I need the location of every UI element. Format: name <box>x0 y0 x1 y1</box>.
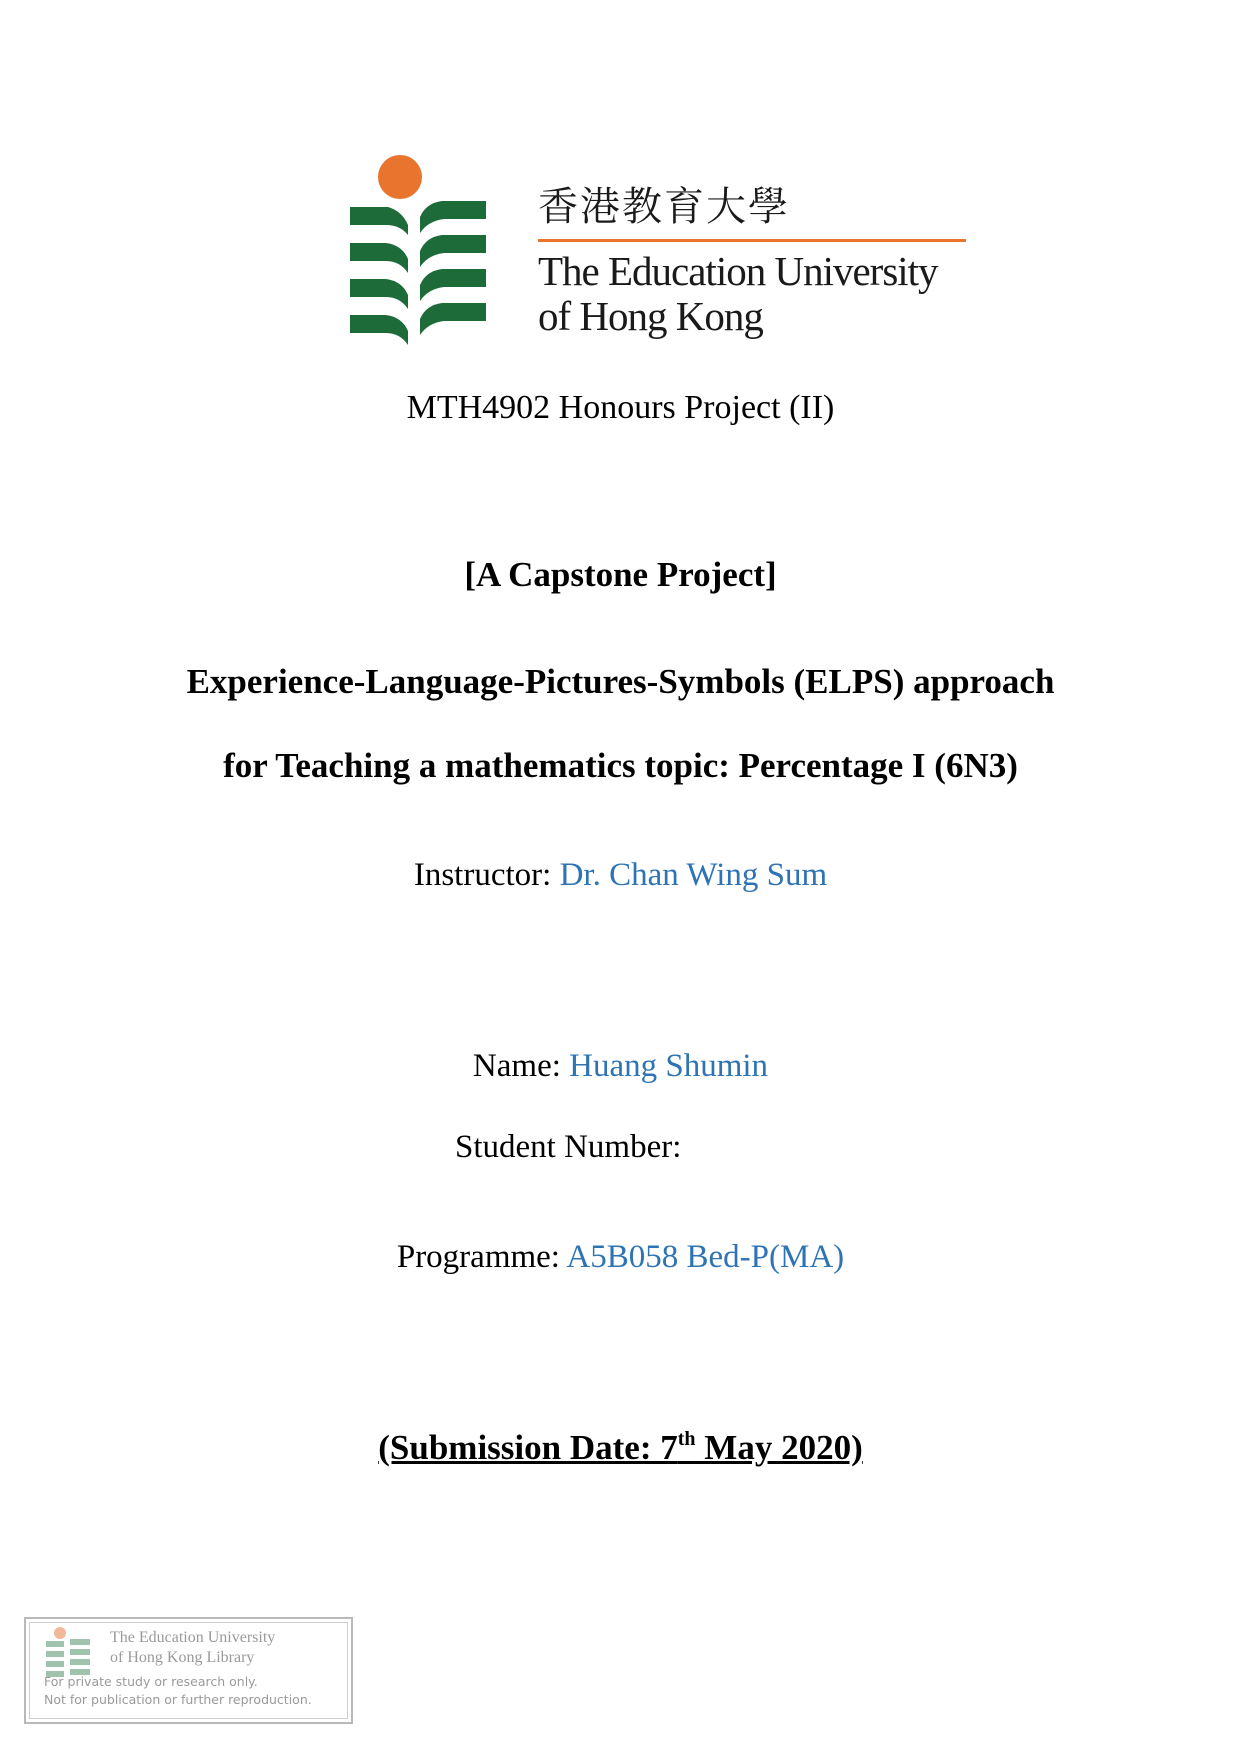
course-title: MTH4902 Honours Project (II) <box>406 389 835 426</box>
submission-date-prefix: (Submission Date: 7 <box>378 1428 678 1467</box>
project-title-line2: for Teaching a mathematics topic: Percentage I (6N3) <box>223 746 1018 785</box>
student-name-value: Huang Shumin <box>569 1048 769 1084</box>
instructor-field <box>0 857 1241 894</box>
student-name-label: Name: <box>472 1048 570 1084</box>
library-stamp-name-line2: of Hong Kong Library <box>110 1649 255 1666</box>
logo-english-name-line1: The Education University <box>538 248 938 294</box>
student-number-label: Student Number: <box>455 1129 682 1165</box>
library-stamp <box>24 1617 353 1724</box>
logo-divider <box>538 239 966 242</box>
submission-date-suffix: May 2020) <box>695 1428 863 1467</box>
library-stamp-notice-line1: For private study or research only. <box>44 1674 258 1689</box>
programme-value: A5B058 Bed-P(MA) <box>566 1239 845 1275</box>
library-stamp-notice-line2: Not for publication or further reproduction. <box>44 1692 312 1707</box>
library-stamp-name-line1: The Education University <box>110 1629 276 1646</box>
programme-field <box>0 1239 1241 1276</box>
logo-english-name-line2: of Hong Kong <box>538 293 763 339</box>
student-name-field <box>0 1048 1241 1085</box>
library-emblem-icon <box>46 1627 96 1679</box>
university-emblem-icon <box>350 155 510 345</box>
instructor-label: Instructor: <box>413 857 560 893</box>
submission-date-superscript: th <box>677 1428 696 1450</box>
programme-label: Programme: <box>396 1239 567 1275</box>
instructor-value: Dr. Chan Wing Sum <box>559 857 828 893</box>
university-logo <box>330 135 970 350</box>
project-type-heading: [A Capstone Project] <box>464 555 777 594</box>
logo-chinese-name: 香港教育大學 <box>538 184 790 230</box>
submission-date <box>0 1428 1241 1468</box>
project-title-line1: Experience-Language-Pictures-Symbols (ELPS) approach <box>186 662 1055 701</box>
